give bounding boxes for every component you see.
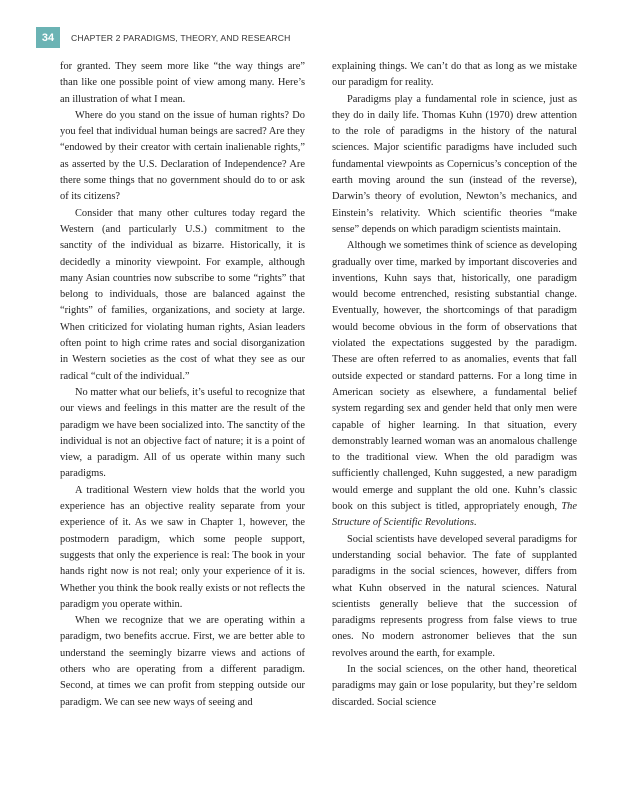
paragraph: When we recognize that we are operating within a paradigm, two benefits accrue. First, we are better able to understand the seemingly bizarre views and actions of others who are operating from a different paradigm. Second, at times we can profit from stepping outside our paradigm. We can see new ways of seeing and (60, 615, 305, 708)
book-title: The Structure of Scientific Revolutions (332, 501, 577, 529)
paragraph: Where do you stand on the issue of human rights? Do you feel that individual human beings are sacred? Are they “endowed by their creator with certain inalienable rights,” as asserted by the U.S. Declaration of Independence? Are there some things that no government should do to or ask of its citizens? (60, 109, 305, 203)
paragraph: In the social sciences, on the other hand, theoretical paradigms may gain or lose popularity, but they’re seldom discarded. Social science (332, 663, 577, 708)
paragraph: explaining things. We can’t do that as long as we mistake our paradigm for reality. (332, 61, 577, 89)
paragraph: for granted. They seem more like “the way things are” than like one possible point of view among many. Here’s an illustration of what I mean. (60, 61, 305, 105)
paragraph-end: . (473, 517, 477, 529)
chapter-title: CHAPTER 2 PARADIGMS, THEORY, AND RESEARCH (71, 32, 291, 43)
paragraph: Consider that many other cultures today regard the Western (and particularly U.S.) commitment to the sanctity of the individual as bizarre. Historically, it is decidedly a minority viewpoint. For example, although many Asian countries now subscribe to some “rights” that belong to individuals, those are balanced against the “rights” of families, organizations, and society at large. When criticized for violating human rights, Asian leaders often point to high crime rates and social disorganization in Western societies as the cost of what they see as our radical “cult of the individual.” (60, 207, 305, 382)
right-column (332, 59, 577, 711)
paragraph: Paradigms play a fundamental role in science, just as they do in daily life. Thomas Kuhn (1970) drew attention to the role of paradigms in the history of the natural sciences. Major scientific paradigms have included such fundamental viewpoints as Copernicus’s conception of the earth moving around the sun (instead of the reverse), Darwin’s theory of evolution, Newton’s mechanics, and Einstein’s relativity. Which scientific theories “make sense” depends on which paradigm scientists maintain. (332, 93, 577, 235)
paragraph: A traditional Western view holds that the world you experience has an objective reality separate from your experience of it. As we saw in Chapter 1, however, the postmodern paradigm, which some people support, suggests that only the experience is real: The book in your hands right now is not real; only your experience of it is. Whether you think the book really exists or not reflects the paradigm you operate within. (60, 484, 305, 610)
paragraph (332, 238, 577, 531)
paragraph: Social scientists have developed several paradigms for understanding social behavior. The fate of supplanted paradigms in the social sciences, however, differs from what Kuhn observed in the natural sciences. Natural scientists generally believe that the succession of paradigms represents progress from false views to true ones. No modern astronomer believes that the sun revolves around the earth, for example. (332, 533, 577, 659)
page-number: 34 (36, 27, 60, 48)
paragraph-text: Although we sometimes think of science as developing gradually over time, marked by important discoveries and inventions, Kuhn says that, historically, one paradigm would become entrenched, resisting substantial change. Eventually, however, the shortcomings of that paradigm would become obvious in the form of observations that violated the expectations suggested by the paradigm. These are often referred to as anomalies, events that fall outside expected or standard patterns. For a long time in American society as elsewhere, a fundamental belief system regarding sex and gender held that only men were capable of higher learning. In that situation, every demonstrably learned woman was an anomalous challenge to the traditional view. When the old paradigm was sufficiently challenged, Kuhn suggested, a new paradigm would emerge and supplant the old one. Kuhn’s classic book on this subject is titled, appropriately enough, (332, 240, 577, 513)
paragraph: No matter what our beliefs, it’s useful to recognize that our views and feelings in this matter are the result of the paradigm we have been socialized into. The sanctity of the individual is not an objective fact of nature; it is a point of view, a paradigm. All of us operate within many such paradigms. (60, 386, 305, 480)
left-column (60, 59, 305, 711)
running-header (36, 27, 290, 48)
